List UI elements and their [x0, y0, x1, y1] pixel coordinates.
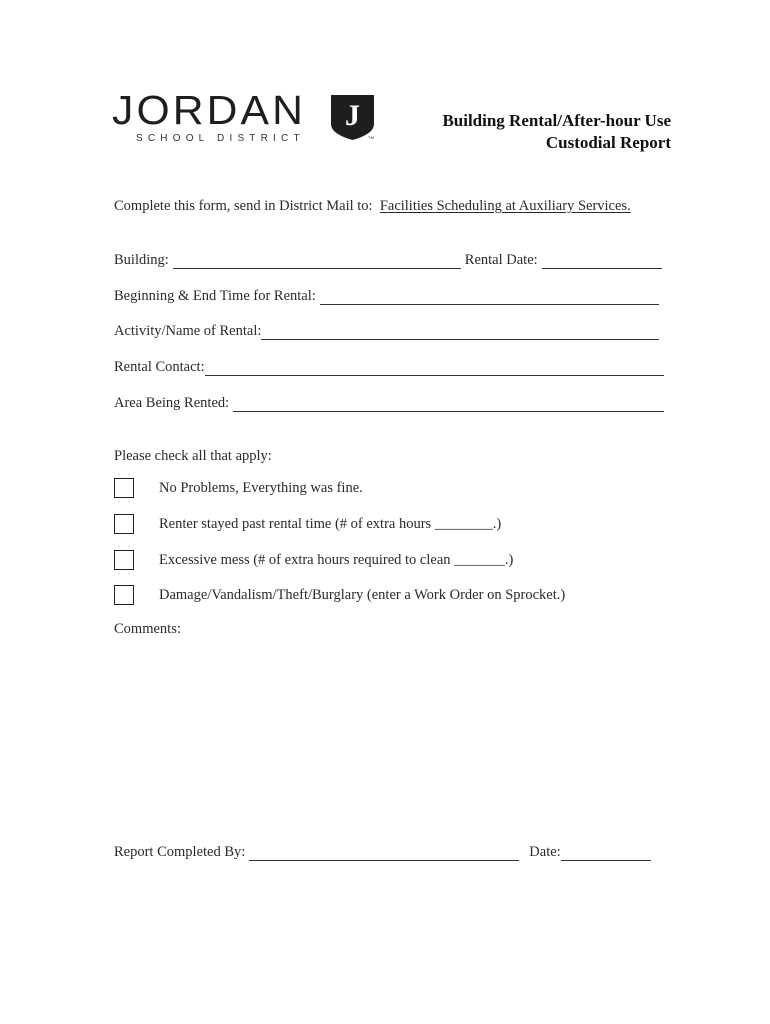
activity-field[interactable] — [261, 325, 659, 340]
area-field[interactable] — [233, 397, 664, 412]
comments-area[interactable] — [114, 642, 669, 822]
time-label: Beginning & End Time for Rental: — [114, 288, 316, 304]
instructions-prefix: Complete this form, send in District Mail to: — [114, 198, 373, 214]
date-label: Date: — [529, 844, 561, 860]
instructions-destination: Facilities Scheduling at Auxiliary Services. — [379, 198, 631, 214]
completed-by-label: Report Completed By: — [114, 844, 246, 860]
activity-row — [114, 322, 659, 340]
instructions — [114, 197, 631, 215]
excessive-mess-checkbox[interactable] — [114, 550, 134, 570]
checklist-item — [114, 476, 363, 500]
form-title — [442, 110, 671, 154]
completed-by-field[interactable] — [249, 846, 519, 861]
contact-field[interactable] — [205, 361, 664, 376]
checklist-item — [114, 512, 502, 536]
time-field[interactable] — [320, 290, 659, 305]
footer-row — [114, 843, 651, 861]
area-label: Area Being Rented: — [114, 395, 230, 411]
rental-date-field[interactable] — [542, 254, 662, 269]
comments-label: Comments: — [114, 621, 181, 637]
damage-checkbox[interactable] — [114, 585, 134, 605]
area-row — [114, 394, 664, 412]
logo-mark-letter: J — [345, 99, 360, 132]
checklist-item-label: Damage/Vandalism/Theft/Burglary (enter a Work Order on Sprocket.) — [159, 587, 566, 603]
contact-label: Rental Contact: — [114, 359, 205, 375]
no-problems-checkbox[interactable] — [114, 478, 134, 498]
time-row — [114, 287, 659, 305]
date-field[interactable] — [561, 846, 651, 861]
building-label: Building: — [114, 252, 169, 268]
checklist-item — [114, 548, 514, 572]
checklist-item-label: Renter stayed past rental time (# of extra hours ________.) — [159, 516, 502, 532]
building-row — [114, 251, 662, 269]
logo-trademark: TM — [368, 135, 374, 140]
checklist-item-label: Excessive mess (# of extra hours required to clean _______.) — [159, 552, 514, 568]
checklist-item — [114, 583, 566, 607]
logo-subtitle: SCHOOL DISTRICT — [136, 133, 305, 144]
form-title-line-2: Custodial Report — [545, 133, 671, 152]
checklist-heading: Please check all that apply: — [114, 448, 272, 464]
logo-wordmark: JORDAN — [112, 87, 307, 133]
checklist-item-label: No Problems, Everything was fine. — [159, 480, 363, 496]
district-j-mark-icon — [330, 94, 375, 141]
building-field[interactable] — [173, 254, 461, 269]
rental-date-label: Rental Date: — [464, 252, 538, 268]
contact-row — [114, 358, 664, 376]
activity-label: Activity/Name of Rental: — [114, 323, 262, 339]
stayed-past-checkbox[interactable] — [114, 514, 134, 534]
form-title-line-1: Building Rental/After-hour Use — [442, 111, 671, 130]
